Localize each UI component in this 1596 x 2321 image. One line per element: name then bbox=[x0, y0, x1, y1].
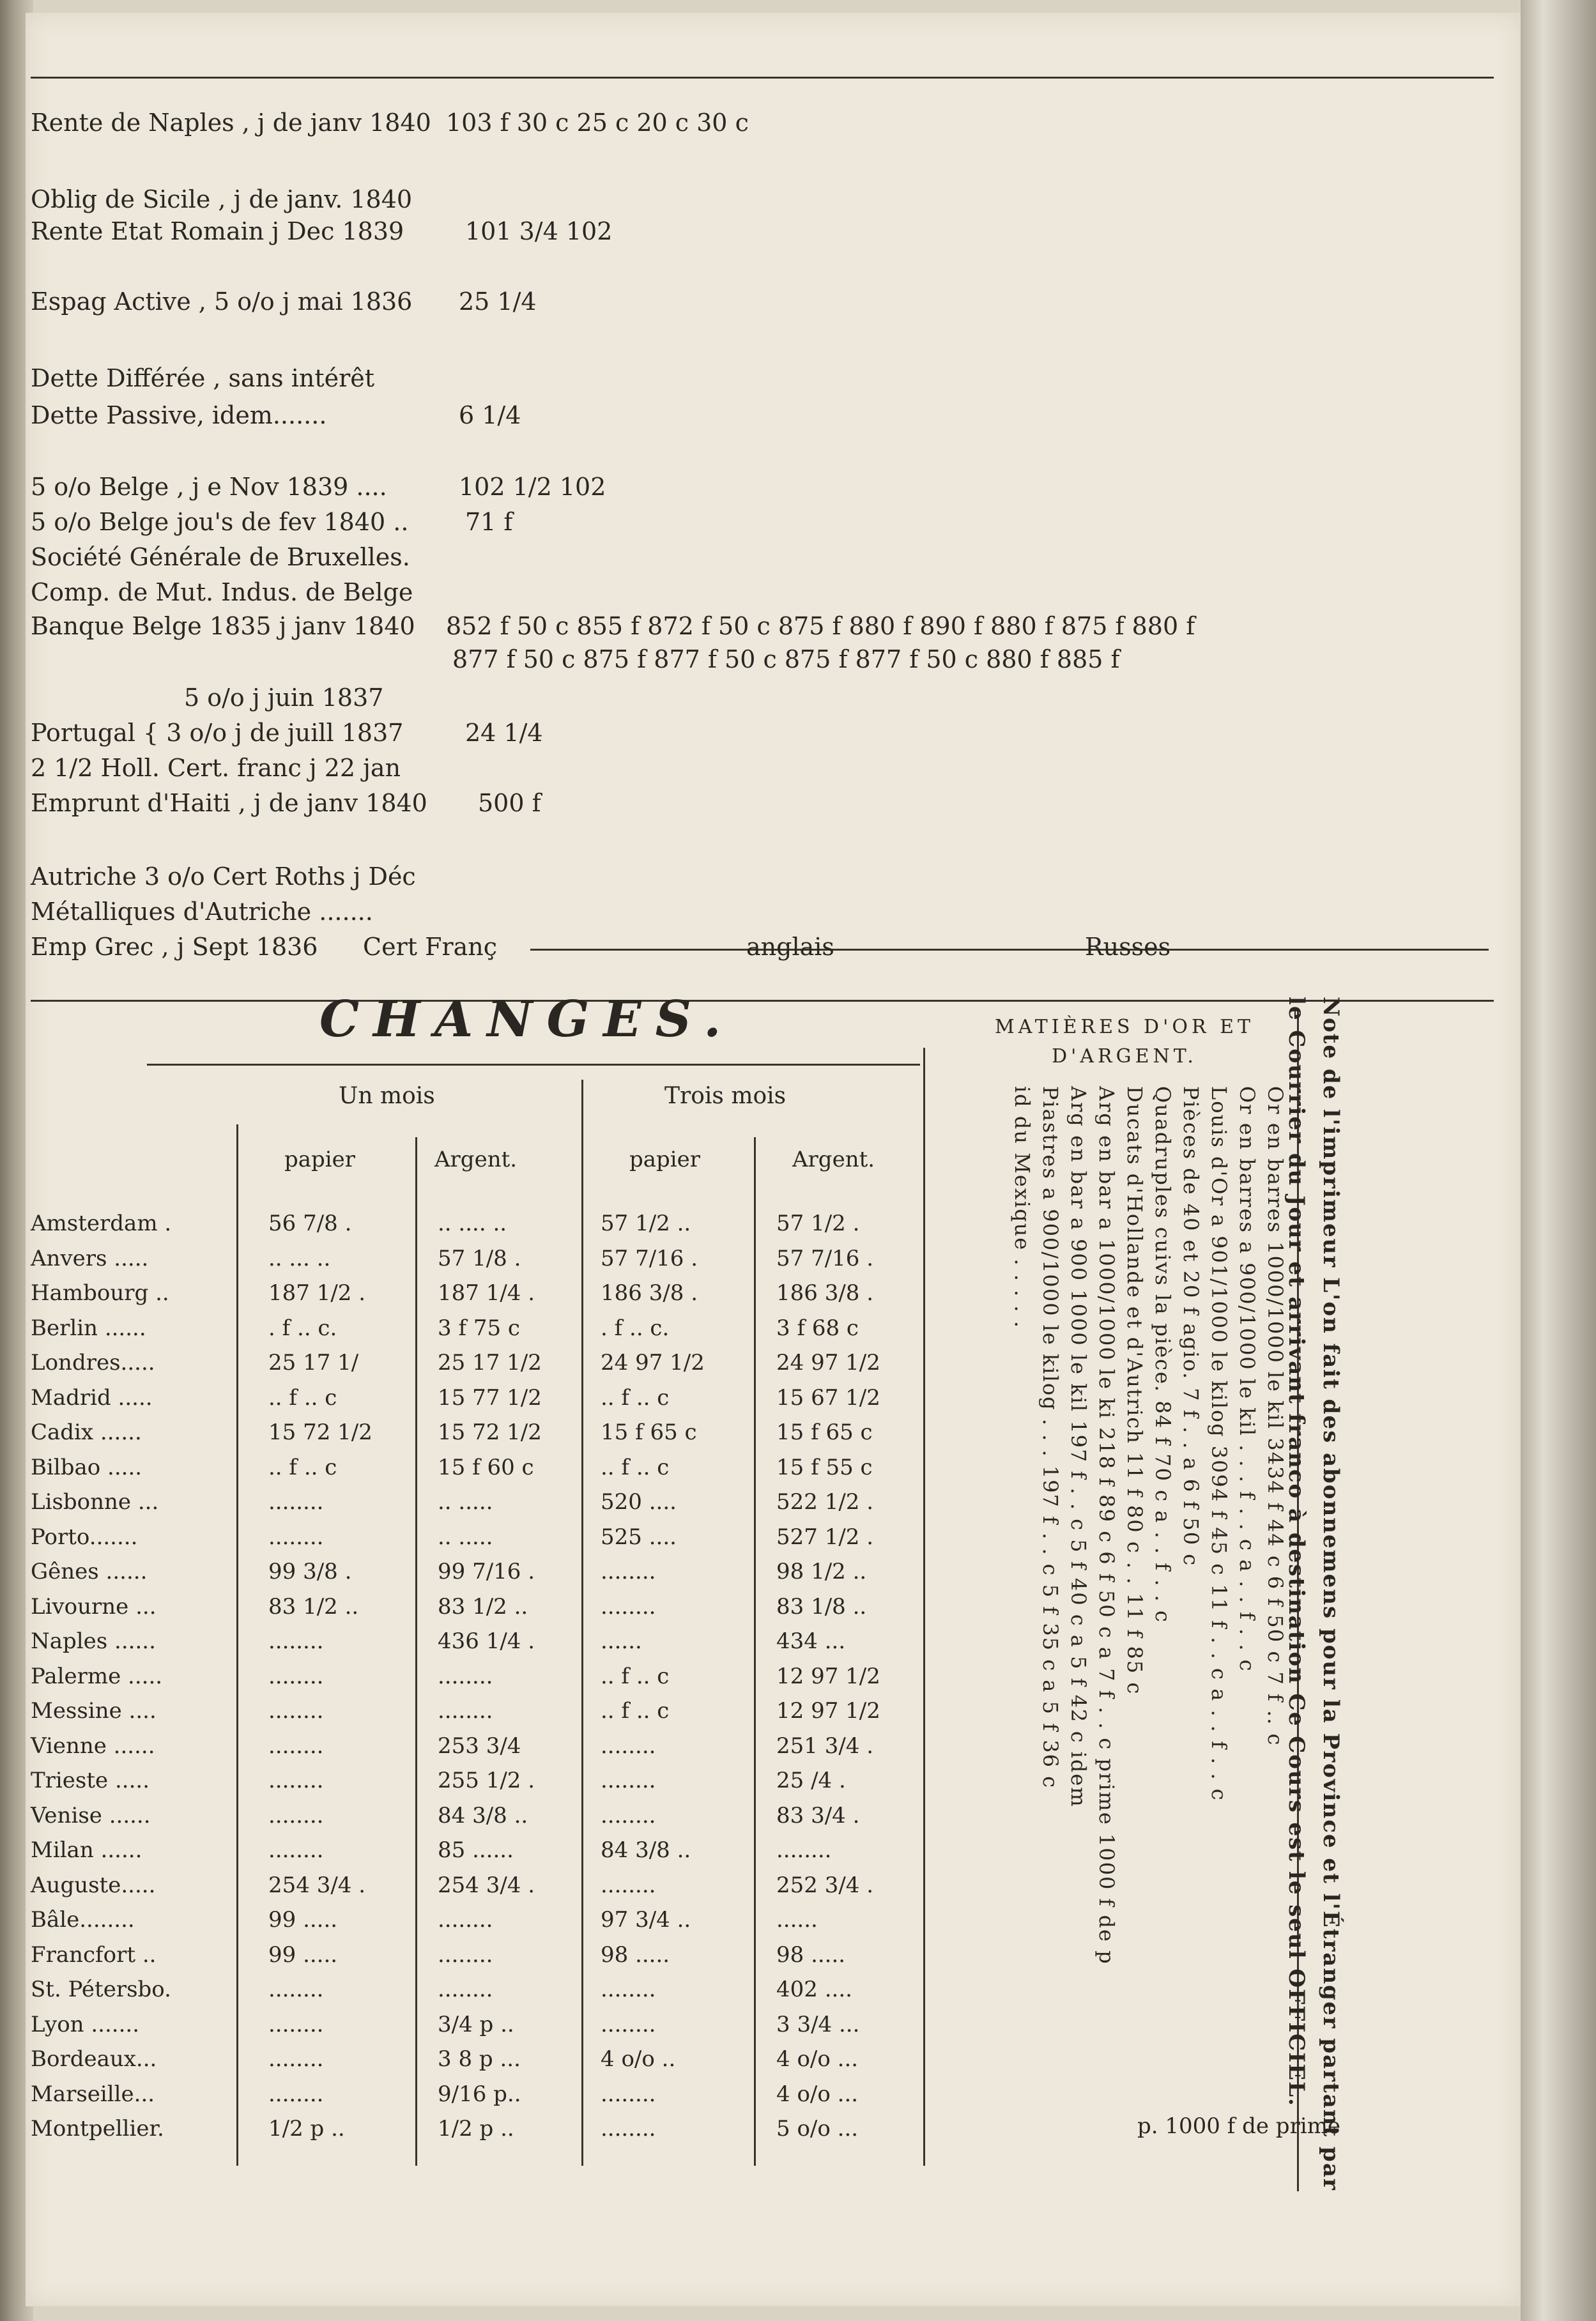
change-cell-tm-p: 24 97 1/2 bbox=[601, 1350, 705, 1375]
change-cell-um-p: ........ bbox=[268, 2046, 324, 2072]
change-cell-tm-p: ........ bbox=[601, 1594, 656, 1620]
matieres-title: MATIÈRES D'OR ET D'ARGENT. bbox=[994, 1016, 1254, 1068]
change-city: Bilbao ..... bbox=[31, 1455, 142, 1480]
rente-name: 5 o/o j juin 1837 bbox=[184, 684, 384, 712]
change-cell-um-p: 56 7/8 . bbox=[268, 1211, 352, 1236]
change-cell-tm-a: 3 f 68 c bbox=[776, 1315, 859, 1341]
change-cell-tm-a: 83 1/8 .. bbox=[776, 1594, 867, 1620]
change-cell-tm-a: 98 ..... bbox=[776, 1942, 846, 1968]
col-divider bbox=[415, 1137, 417, 2166]
matieres-line: Or en barres a 900/1000 le kil . . . f . . c a . . f . . c bbox=[1235, 1086, 1259, 1673]
emp-grec-rule bbox=[530, 949, 1489, 951]
change-city: Milan ...... bbox=[31, 1837, 142, 1863]
change-cell-tm-a: 25 /4 . bbox=[776, 1768, 846, 1793]
change-city: Venise ...... bbox=[31, 1803, 151, 1828]
header-un-mois: Un mois bbox=[339, 1083, 435, 1109]
top-rule bbox=[31, 77, 1494, 79]
header-argent-1: Argent. bbox=[434, 1147, 518, 1172]
change-cell-um-p: ........ bbox=[268, 1524, 324, 1550]
header-argent-3: Argent. bbox=[792, 1147, 875, 1172]
change-cell-tm-p: ........ bbox=[601, 1559, 656, 1584]
change-cell-tm-a: ...... bbox=[776, 1907, 818, 1933]
matieres-line: Louis d'Or a 901/1000 le kilog 3094 f 45 c 11 f . . c a . . f . . c bbox=[1207, 1086, 1231, 1802]
matieres-line: Piastres a 900/1000 le kilog . . . 197 f . . c 5 f 35 c a 5 f 36 c bbox=[1038, 1086, 1063, 1789]
change-cell-tm-a: 24 97 1/2 bbox=[776, 1350, 880, 1375]
change-cell-um-p: ........ bbox=[268, 1977, 324, 2002]
change-cell-um-p: 99 ..... bbox=[268, 1907, 338, 1933]
rente-name: Rente de Naples , j de janv 1840 bbox=[31, 109, 431, 137]
change-city: Palerme ..... bbox=[31, 1664, 163, 1689]
change-city: Naples ...... bbox=[31, 1628, 156, 1654]
change-city: Cadix ...... bbox=[31, 1420, 142, 1445]
change-cell-um-a: 15 77 1/2 bbox=[438, 1385, 542, 1411]
change-cell-um-a: 436 1/4 . bbox=[438, 1628, 535, 1654]
change-cell-um-p: ........ bbox=[268, 2081, 324, 2107]
change-cell-tm-p: 520 .... bbox=[601, 1489, 677, 1515]
change-cell-tm-a: 402 .... bbox=[776, 1977, 852, 2002]
rente-name: Portugal { 3 o/o j de juill 1837 bbox=[31, 719, 404, 747]
change-cell-tm-p: ........ bbox=[601, 1977, 656, 2002]
changes-right-divider bbox=[923, 1048, 925, 2166]
change-cell-tm-p: . f .. c. bbox=[601, 1315, 670, 1341]
change-cell-um-a: .. ..... bbox=[438, 1489, 493, 1515]
change-cell-um-p: 254 3/4 . bbox=[268, 1873, 366, 1898]
change-cell-um-p: . f .. c. bbox=[268, 1315, 337, 1341]
rente-name: Métalliques d'Autriche ....... bbox=[31, 898, 373, 926]
change-cell-tm-a: 186 3/8 . bbox=[776, 1280, 874, 1306]
header-trois-mois: Trois mois bbox=[664, 1083, 786, 1109]
change-cell-tm-p: 186 3/8 . bbox=[601, 1280, 698, 1306]
change-cell-um-a: 1/2 p .. bbox=[438, 2116, 514, 2141]
change-cell-tm-p: .. f .. c bbox=[601, 1455, 670, 1480]
change-cell-tm-p: 97 3/4 .. bbox=[601, 1907, 691, 1933]
change-cell-um-a: 83 1/2 .. bbox=[438, 1594, 528, 1620]
rente-name: 5 o/o Belge jou's de fev 1840 .. bbox=[31, 508, 409, 536]
rente-name: 2 1/2 Holl. Cert. franc j 22 jan bbox=[31, 754, 401, 782]
change-cell-tm-p: 57 7/16 . bbox=[601, 1246, 698, 1271]
rente-values: 6 1/4 bbox=[459, 401, 521, 429]
rente-values: 25 1/4 bbox=[459, 287, 537, 316]
matieres-line: Pièces de 40 et 20 f agio. 7 f . . a 6 f 50 c bbox=[1179, 1086, 1203, 1567]
change-cell-um-a: 57 1/8 . bbox=[438, 1246, 521, 1271]
rente-name: Emp Grec , j Sept 1836 bbox=[31, 933, 318, 961]
change-cell-um-a: ........ bbox=[438, 1664, 493, 1689]
change-city: Madrid ..... bbox=[31, 1385, 153, 1411]
change-cell-tm-a: 251 3/4 . bbox=[776, 1733, 874, 1759]
emp-grec-anglais: anglais bbox=[746, 933, 834, 961]
header-papier-1: papier bbox=[284, 1147, 356, 1172]
change-cell-tm-a: 527 1/2 . bbox=[776, 1524, 874, 1550]
change-city: Marseille... bbox=[31, 2081, 155, 2107]
change-cell-um-p: 15 72 1/2 bbox=[268, 1420, 372, 1445]
rente-name: Société Générale de Bruxelles. bbox=[31, 543, 410, 571]
rente-name: Emprunt d'Haiti , j de janv 1840 bbox=[31, 789, 427, 817]
change-cell-tm-a: 4 o/o ... bbox=[776, 2046, 859, 2072]
matieres-line: id du Mexique . . . . . bbox=[1010, 1086, 1034, 1329]
rente-name: Banque Belge 1835 j janv 1840 bbox=[31, 612, 415, 640]
rente-name: Rente Etat Romain j Dec 1839 bbox=[31, 217, 404, 245]
change-city: Francfort .. bbox=[31, 1942, 157, 1968]
rente-name: Espag Active , 5 o/o j mai 1836 bbox=[31, 287, 413, 316]
change-cell-um-p: 25 17 1/ bbox=[268, 1350, 359, 1375]
change-city: Porto....... bbox=[31, 1524, 138, 1550]
header-papier-3: papier bbox=[629, 1147, 701, 1172]
col-divider bbox=[236, 1124, 238, 2166]
change-city: Amsterdam . bbox=[31, 1211, 172, 1236]
change-cell-tm-p: ........ bbox=[601, 1768, 656, 1793]
change-cell-um-p: ........ bbox=[268, 1768, 324, 1793]
change-cell-um-a: .. ..... bbox=[438, 1524, 493, 1550]
change-cell-tm-a: 57 7/16 . bbox=[776, 1246, 874, 1271]
rente-name: Autriche 3 o/o Cert Roths j Déc bbox=[31, 862, 416, 891]
change-cell-um-p: ........ bbox=[268, 1628, 324, 1654]
change-city: Hambourg .. bbox=[31, 1280, 169, 1306]
change-cell-um-p: ........ bbox=[268, 1803, 324, 1828]
matieres-line: Arg en bar a 900 1000 le kil 197 f . . c 5 f 40 c a 5 f 42 c idem bbox=[1066, 1086, 1091, 1808]
change-cell-um-p: .. f .. c bbox=[268, 1385, 337, 1411]
change-cell-um-p: 99 3/8 . bbox=[268, 1559, 352, 1584]
rente-name: Oblig de Sicile , j de janv. 1840 bbox=[31, 185, 413, 213]
change-city: Montpellier. bbox=[31, 2116, 164, 2141]
change-cell-um-p: 187 1/2 . bbox=[268, 1280, 366, 1306]
change-cell-tm-a: 5 o/o ... bbox=[776, 2116, 859, 2141]
change-city: St. Pétersbo. bbox=[31, 1977, 171, 2002]
change-city: Livourne ... bbox=[31, 1594, 157, 1620]
change-cell-tm-p: .. f .. c bbox=[601, 1664, 670, 1689]
change-cell-tm-a: 15 67 1/2 bbox=[776, 1385, 880, 1411]
adjacent-page-edge bbox=[1521, 0, 1596, 2321]
change-cell-um-p: ........ bbox=[268, 1489, 324, 1515]
changes-header-rule bbox=[147, 1064, 920, 1066]
change-cell-um-p: ........ bbox=[268, 1837, 324, 1863]
change-cell-tm-a: 434 ... bbox=[776, 1628, 846, 1654]
change-cell-tm-p: ........ bbox=[601, 1733, 656, 1759]
rente-name: Dette Passive, idem....... bbox=[31, 401, 327, 429]
rente-name: Dette Différée , sans intérêt bbox=[31, 364, 375, 392]
change-cell-um-p: .. f .. c bbox=[268, 1455, 337, 1480]
change-cell-tm-a: 522 1/2 . bbox=[776, 1489, 874, 1515]
change-cell-um-a: ........ bbox=[438, 1942, 493, 1968]
change-city: Londres..... bbox=[31, 1350, 155, 1375]
prime-note: p. 1000 f de prime bbox=[1137, 2113, 1341, 2139]
matieres-line: Ducats d'Hollande et d'Autrich 11 f 80 c . . 11 f 85 c bbox=[1123, 1086, 1147, 1696]
change-cell-tm-a: ........ bbox=[776, 1837, 832, 1863]
change-cell-tm-a: 98 1/2 .. bbox=[776, 1559, 867, 1584]
change-cell-tm-p: ........ bbox=[601, 1873, 656, 1898]
change-cell-um-a: 99 7/16 . bbox=[438, 1559, 535, 1584]
change-cell-um-a: ........ bbox=[438, 1907, 493, 1933]
change-cell-tm-p: 84 3/8 .. bbox=[601, 1837, 691, 1863]
change-cell-tm-p: ........ bbox=[601, 1803, 656, 1828]
printer-note: Note de l'imprimeur L'on fait des abonnemens pour la Province et l'Étranger partant par le Courrier du Jour et arrivant franco à destination Ce Cours est le seul OFFICIEL. bbox=[1284, 997, 1344, 2191]
change-cell-tm-p: ........ bbox=[601, 2081, 656, 2107]
change-cell-tm-p: .. f .. c bbox=[601, 1698, 670, 1724]
change-cell-tm-p: 98 ..... bbox=[601, 1942, 670, 1968]
change-cell-tm-a: 12 97 1/2 bbox=[776, 1664, 880, 1689]
change-cell-um-a: 84 3/8 .. bbox=[438, 1803, 528, 1828]
change-cell-tm-a: 12 97 1/2 bbox=[776, 1698, 880, 1724]
change-city: Vienne ...... bbox=[31, 1733, 155, 1759]
emp-grec-cert: Cert Franç bbox=[363, 933, 498, 961]
change-cell-um-a: 15 f 60 c bbox=[438, 1455, 534, 1480]
matieres-line: Quadruples cuivs la pièce. 84 f 70 c a . . f . . c bbox=[1151, 1086, 1175, 1623]
change-cell-tm-p: .. f .. c bbox=[601, 1385, 670, 1411]
change-cell-um-p: ........ bbox=[268, 1698, 324, 1724]
change-cell-tm-a: 57 1/2 . bbox=[776, 1211, 860, 1236]
change-cell-um-p: 83 1/2 .. bbox=[268, 1594, 359, 1620]
changes-title: CHANGES. bbox=[319, 990, 735, 1048]
rente-values: 852 f 50 c 855 f 872 f 50 c 875 f 880 f 890 f 880 f 875 f 880 f bbox=[446, 612, 1195, 640]
change-cell-um-a: ........ bbox=[438, 1977, 493, 2002]
change-city: Lyon ....... bbox=[31, 2012, 140, 2037]
change-cell-um-a: 255 1/2 . bbox=[438, 1768, 535, 1793]
change-cell-um-a: ........ bbox=[438, 1698, 493, 1724]
change-cell-um-a: 9/16 p.. bbox=[438, 2081, 521, 2107]
rente-values: 102 1/2 102 bbox=[459, 473, 606, 501]
rente-values: 24 1/4 bbox=[465, 719, 543, 747]
change-city: Trieste ..... bbox=[31, 1768, 150, 1793]
change-cell-um-a: 254 3/4 . bbox=[438, 1873, 535, 1898]
rente-values: 500 f bbox=[478, 789, 541, 817]
change-cell-tm-a: 3 3/4 ... bbox=[776, 2012, 860, 2037]
change-cell-um-p: ........ bbox=[268, 2012, 324, 2037]
change-city: Gênes ...... bbox=[31, 1559, 148, 1584]
rente-values: 71 f bbox=[465, 508, 513, 536]
change-cell-tm-a: 252 3/4 . bbox=[776, 1873, 874, 1898]
change-city: Lisbonne ... bbox=[31, 1489, 159, 1515]
section-rule bbox=[31, 1000, 1494, 1002]
changes-mid-divider bbox=[581, 1080, 583, 2166]
change-cell-um-a: .. .... .. bbox=[438, 1211, 507, 1236]
change-cell-um-a: 3/4 p .. bbox=[438, 2012, 514, 2037]
change-cell-tm-p: ...... bbox=[601, 1628, 642, 1654]
rente-values: 877 f 50 c 875 f 877 f 50 c 875 f 877 f 50 c 880 f 885 f bbox=[452, 645, 1120, 673]
change-cell-tm-p: 4 o/o .. bbox=[601, 2046, 676, 2072]
change-cell-um-p: 99 ..... bbox=[268, 1942, 338, 1968]
matieres-line: Arg en bar a 1000/1000 le ki 218 f 89 c 6 f 50 c a 7 f . . c prime 1000 f de p bbox=[1094, 1086, 1119, 1965]
change-cell-um-p: ........ bbox=[268, 1664, 324, 1689]
change-cell-um-p: .. ... .. bbox=[268, 1246, 331, 1271]
matieres-line: Or en barres 1000/1000 le kil 3434 f 44 c 6 f 50 c 7 f .. c bbox=[1263, 1086, 1287, 1747]
change-city: Berlin ...... bbox=[31, 1315, 146, 1341]
change-cell-tm-p: 525 .... bbox=[601, 1524, 677, 1550]
change-cell-tm-p: ........ bbox=[601, 2012, 656, 2037]
change-cell-um-a: 25 17 1/2 bbox=[438, 1350, 542, 1375]
change-cell-um-a: 253 3/4 bbox=[438, 1733, 521, 1759]
change-cell-tm-p: 15 f 65 c bbox=[601, 1420, 697, 1445]
change-cell-um-a: 15 72 1/2 bbox=[438, 1420, 542, 1445]
change-cell-um-a: 85 ...... bbox=[438, 1837, 514, 1863]
change-cell-tm-p: ........ bbox=[601, 2116, 656, 2141]
change-city: Messine .... bbox=[31, 1698, 157, 1724]
rente-values: 103 f 30 c 25 c 20 c 30 c bbox=[446, 109, 749, 137]
change-city: Anvers ..... bbox=[31, 1246, 149, 1271]
change-cell-tm-a: 15 f 65 c bbox=[776, 1420, 873, 1445]
change-cell-tm-a: 4 o/o ... bbox=[776, 2081, 859, 2107]
change-cell-tm-a: 83 3/4 . bbox=[776, 1803, 860, 1828]
emp-grec-russes: Russes bbox=[1085, 933, 1171, 961]
change-cell-um-a: 3 f 75 c bbox=[438, 1315, 520, 1341]
change-cell-tm-a: 15 f 55 c bbox=[776, 1455, 873, 1480]
rente-name: 5 o/o Belge , j e Nov 1839 .... bbox=[31, 473, 387, 501]
change-cell-um-p: ........ bbox=[268, 1733, 324, 1759]
rente-name: Comp. de Mut. Indus. de Belge bbox=[31, 578, 413, 606]
change-city: Bordeaux... bbox=[31, 2046, 157, 2072]
rente-values: 101 3/4 102 bbox=[465, 217, 613, 245]
change-cell-um-a: 187 1/4 . bbox=[438, 1280, 535, 1306]
change-cell-um-a: 3 8 p ... bbox=[438, 2046, 521, 2072]
change-city: Bâle........ bbox=[31, 1907, 135, 1933]
change-cell-tm-p: 57 1/2 .. bbox=[601, 1211, 691, 1236]
change-cell-um-p: 1/2 p .. bbox=[268, 2116, 345, 2141]
change-city: Auguste..... bbox=[31, 1873, 156, 1898]
col-divider bbox=[754, 1137, 756, 2166]
